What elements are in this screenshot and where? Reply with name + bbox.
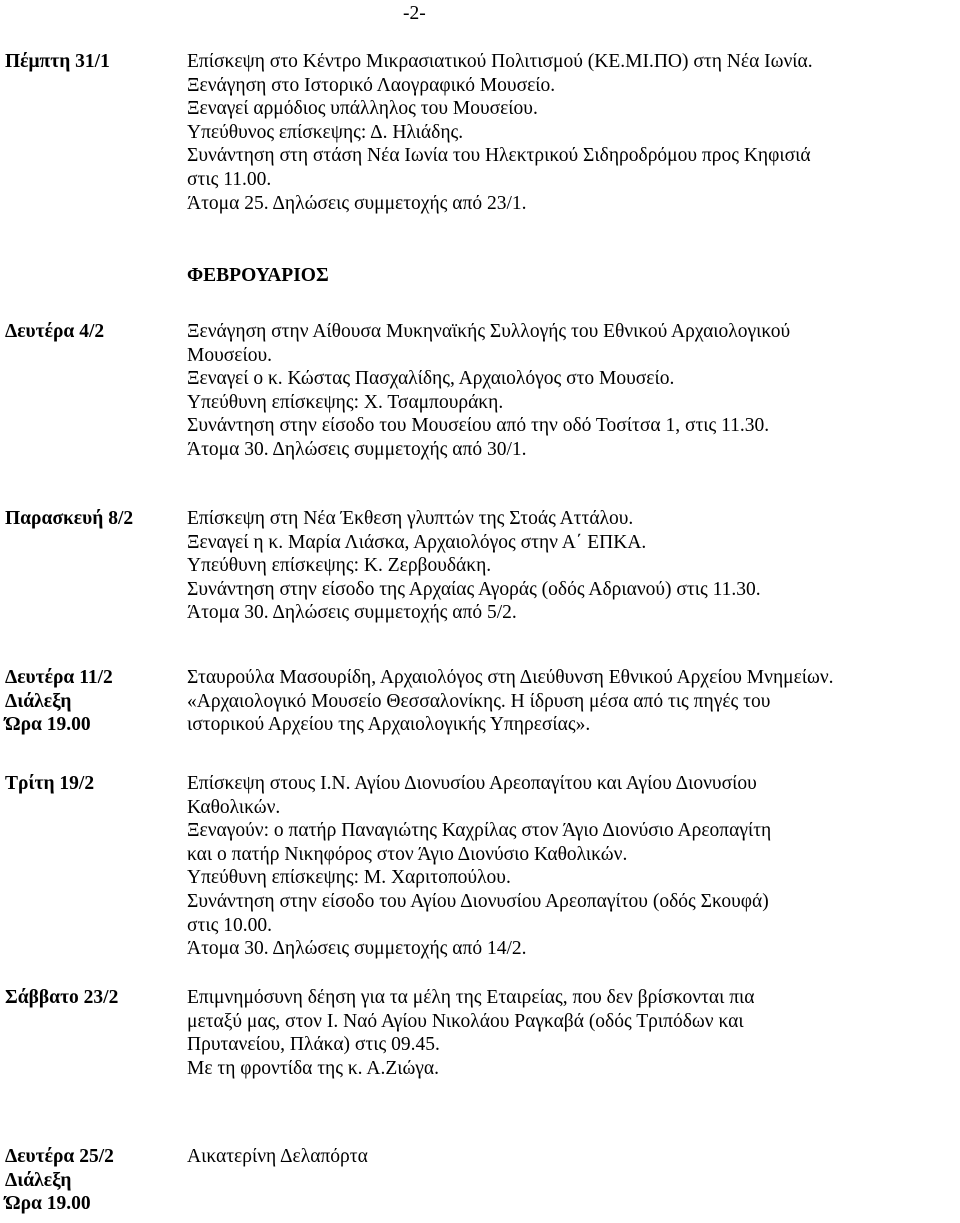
entry-date: [5, 986, 175, 1010]
text-line: Σταυρούλα Μασουρίδη, Αρχαιολόγος στη Διεύθυνση Εθνικού Αρχείου Μνημείων.: [187, 667, 834, 688]
text-line: Υπεύθυνη επίσκεψης: Χ. Τσαμπουράκη.: [187, 391, 504, 413]
date-line: Σάββατο 23/2: [5, 987, 119, 1008]
text-line: Επίσκεψη στους Ι.Ν. Αγίου Διονυσίου Αρεοπαγίτου και Αγίου Διονυσίου: [187, 773, 757, 794]
entry-date: [5, 666, 175, 737]
date-line: Δευτέρα 4/2: [5, 321, 105, 342]
date-line: Ώρα 19.00: [5, 714, 91, 736]
text-line: Συνάντηση στην είσοδο του Αγίου Διονυσίου Αρεοπαγίτου (οδός Σκουφά): [187, 890, 769, 912]
entry-description: [187, 320, 947, 462]
text-line: Συνάντηση στην είσοδο της Αρχαίας Αγοράς (οδός Αδριανού) στις 11.30.: [187, 578, 761, 600]
text-line: στις 11.00.: [187, 168, 272, 190]
text-line: Ξενάγηση στην Αίθουσα Μυκηναϊκής Συλλογής του Εθνικού Αρχαιολογικού: [187, 321, 791, 342]
entry-description: [187, 986, 947, 1080]
text-line: Καθολικών.: [187, 796, 281, 818]
date-line: Πέμπτη 31/1: [5, 51, 110, 72]
text-line: Υπεύθυνη επίσκεψης: Κ. Ζερβουδάκη.: [187, 555, 492, 577]
date-line: Διάλεξη: [5, 690, 72, 712]
text-line: στις 10.00.: [187, 914, 272, 936]
date-line: Ώρα 19.00: [5, 1193, 91, 1215]
date-line: Δευτέρα 11/2: [5, 667, 113, 688]
text-line: «Αρχαιολογικό Μουσείο Θεσσαλονίκης. Η ίδρυση μέσα από τις πηγές του: [187, 690, 771, 712]
text-line: Ξενάγηση στο Ιστορικό Λαογραφικό Μουσείο.: [187, 74, 556, 96]
entry-description: [187, 50, 947, 215]
text-line: ιστορικού Αρχείου της Αρχαιολογικής Υπηρεσίας».: [187, 714, 591, 736]
entry-description: [187, 1145, 947, 1169]
text-line: και ο πατήρ Νικηφόρος στον Άγιο Διονύσιο Καθολικών.: [187, 843, 628, 865]
date-line: Διάλεξη: [5, 1169, 72, 1191]
date-line: Δευτέρα 25/2: [5, 1146, 114, 1167]
text-line: Άτομα 30. Δηλώσεις συμμετοχής από 30/1.: [187, 438, 527, 460]
text-line: Αικατερίνη Δελαπόρτα: [187, 1146, 368, 1167]
text-line: Ξεναγεί αρμόδιος υπάλληλος του Μουσείου.: [187, 98, 538, 120]
text-line: Ξεναγεί ο κ. Κώστας Πασχαλίδης, Αρχαιολόγος στο Μουσείο.: [187, 368, 675, 390]
text-line: Πρυτανείου, Πλάκα) στις 09.45.: [187, 1034, 440, 1056]
text-line: Υπεύθυνος επίσκεψης: Δ. Ηλιάδης.: [187, 121, 464, 143]
page-number: -2-: [403, 3, 426, 24]
text-line: Επίσκεψη στη Νέα Έκθεση γλυπτών της Στοάς Αττάλου.: [187, 508, 634, 529]
text-line: Συνάντηση στην είσοδο του Μουσείου από την οδό Τοσίτσα 1, στις 11.30.: [187, 415, 770, 437]
text-line: Άτομα 30. Δηλώσεις συμμετοχής από 14/2.: [187, 938, 527, 960]
entry-description: [187, 666, 947, 737]
entry-date: [5, 507, 175, 531]
text-line: Ξεναγούν: ο πατήρ Παναγιώτης Καχρίλας στον Άγιο Διονύσιο Αρεοπαγίτη: [187, 820, 772, 842]
date-line: Τρίτη 19/2: [5, 773, 95, 794]
entry-date: [5, 50, 175, 74]
entry-description: [187, 772, 947, 961]
text-line: Μουσείου.: [187, 344, 272, 366]
month-heading: ΦΕΒΡΟΥΑΡΙΟΣ: [187, 265, 329, 286]
text-line: Επιμνημόσυνη δέηση για τα μέλη της Εταιρείας, που δεν βρίσκονται πια: [187, 987, 755, 1008]
entry-description: [187, 507, 947, 625]
text-line: Άτομα 30. Δηλώσεις συμμετοχής από 5/2.: [187, 602, 517, 624]
date-line: Παρασκευή 8/2: [5, 508, 134, 529]
entry-date: [5, 320, 175, 344]
text-line: Άτομα 25. Δηλώσεις συμμετοχής από 23/1.: [187, 192, 527, 214]
text-line: μεταξύ μας, στον Ι. Ναό Αγίου Νικολάου Ραγκαβά (οδός Τριπόδων και: [187, 1010, 744, 1032]
text-line: Επίσκεψη στο Κέντρο Μικρασιατικού Πολιτισμού (ΚΕ.ΜΙ.ΠΟ) στη Νέα Ιωνία.: [187, 51, 813, 72]
entry-date: [5, 1145, 175, 1216]
text-line: Ξεναγεί η κ. Μαρία Λιάσκα, Αρχαιολόγος στην Α΄ ΕΠΚΑ.: [187, 531, 647, 553]
text-line: Συνάντηση στη στάση Νέα Ιωνία του Ηλεκτρικού Σιδηροδρόμου προς Κηφισιά: [187, 145, 811, 167]
text-line: Υπεύθυνη επίσκεψης: Μ. Χαριτοπούλου.: [187, 867, 511, 889]
entry-date: [5, 772, 175, 796]
text-line: Με τη φροντίδα της κ. Α.Ζιώγα.: [187, 1057, 440, 1079]
